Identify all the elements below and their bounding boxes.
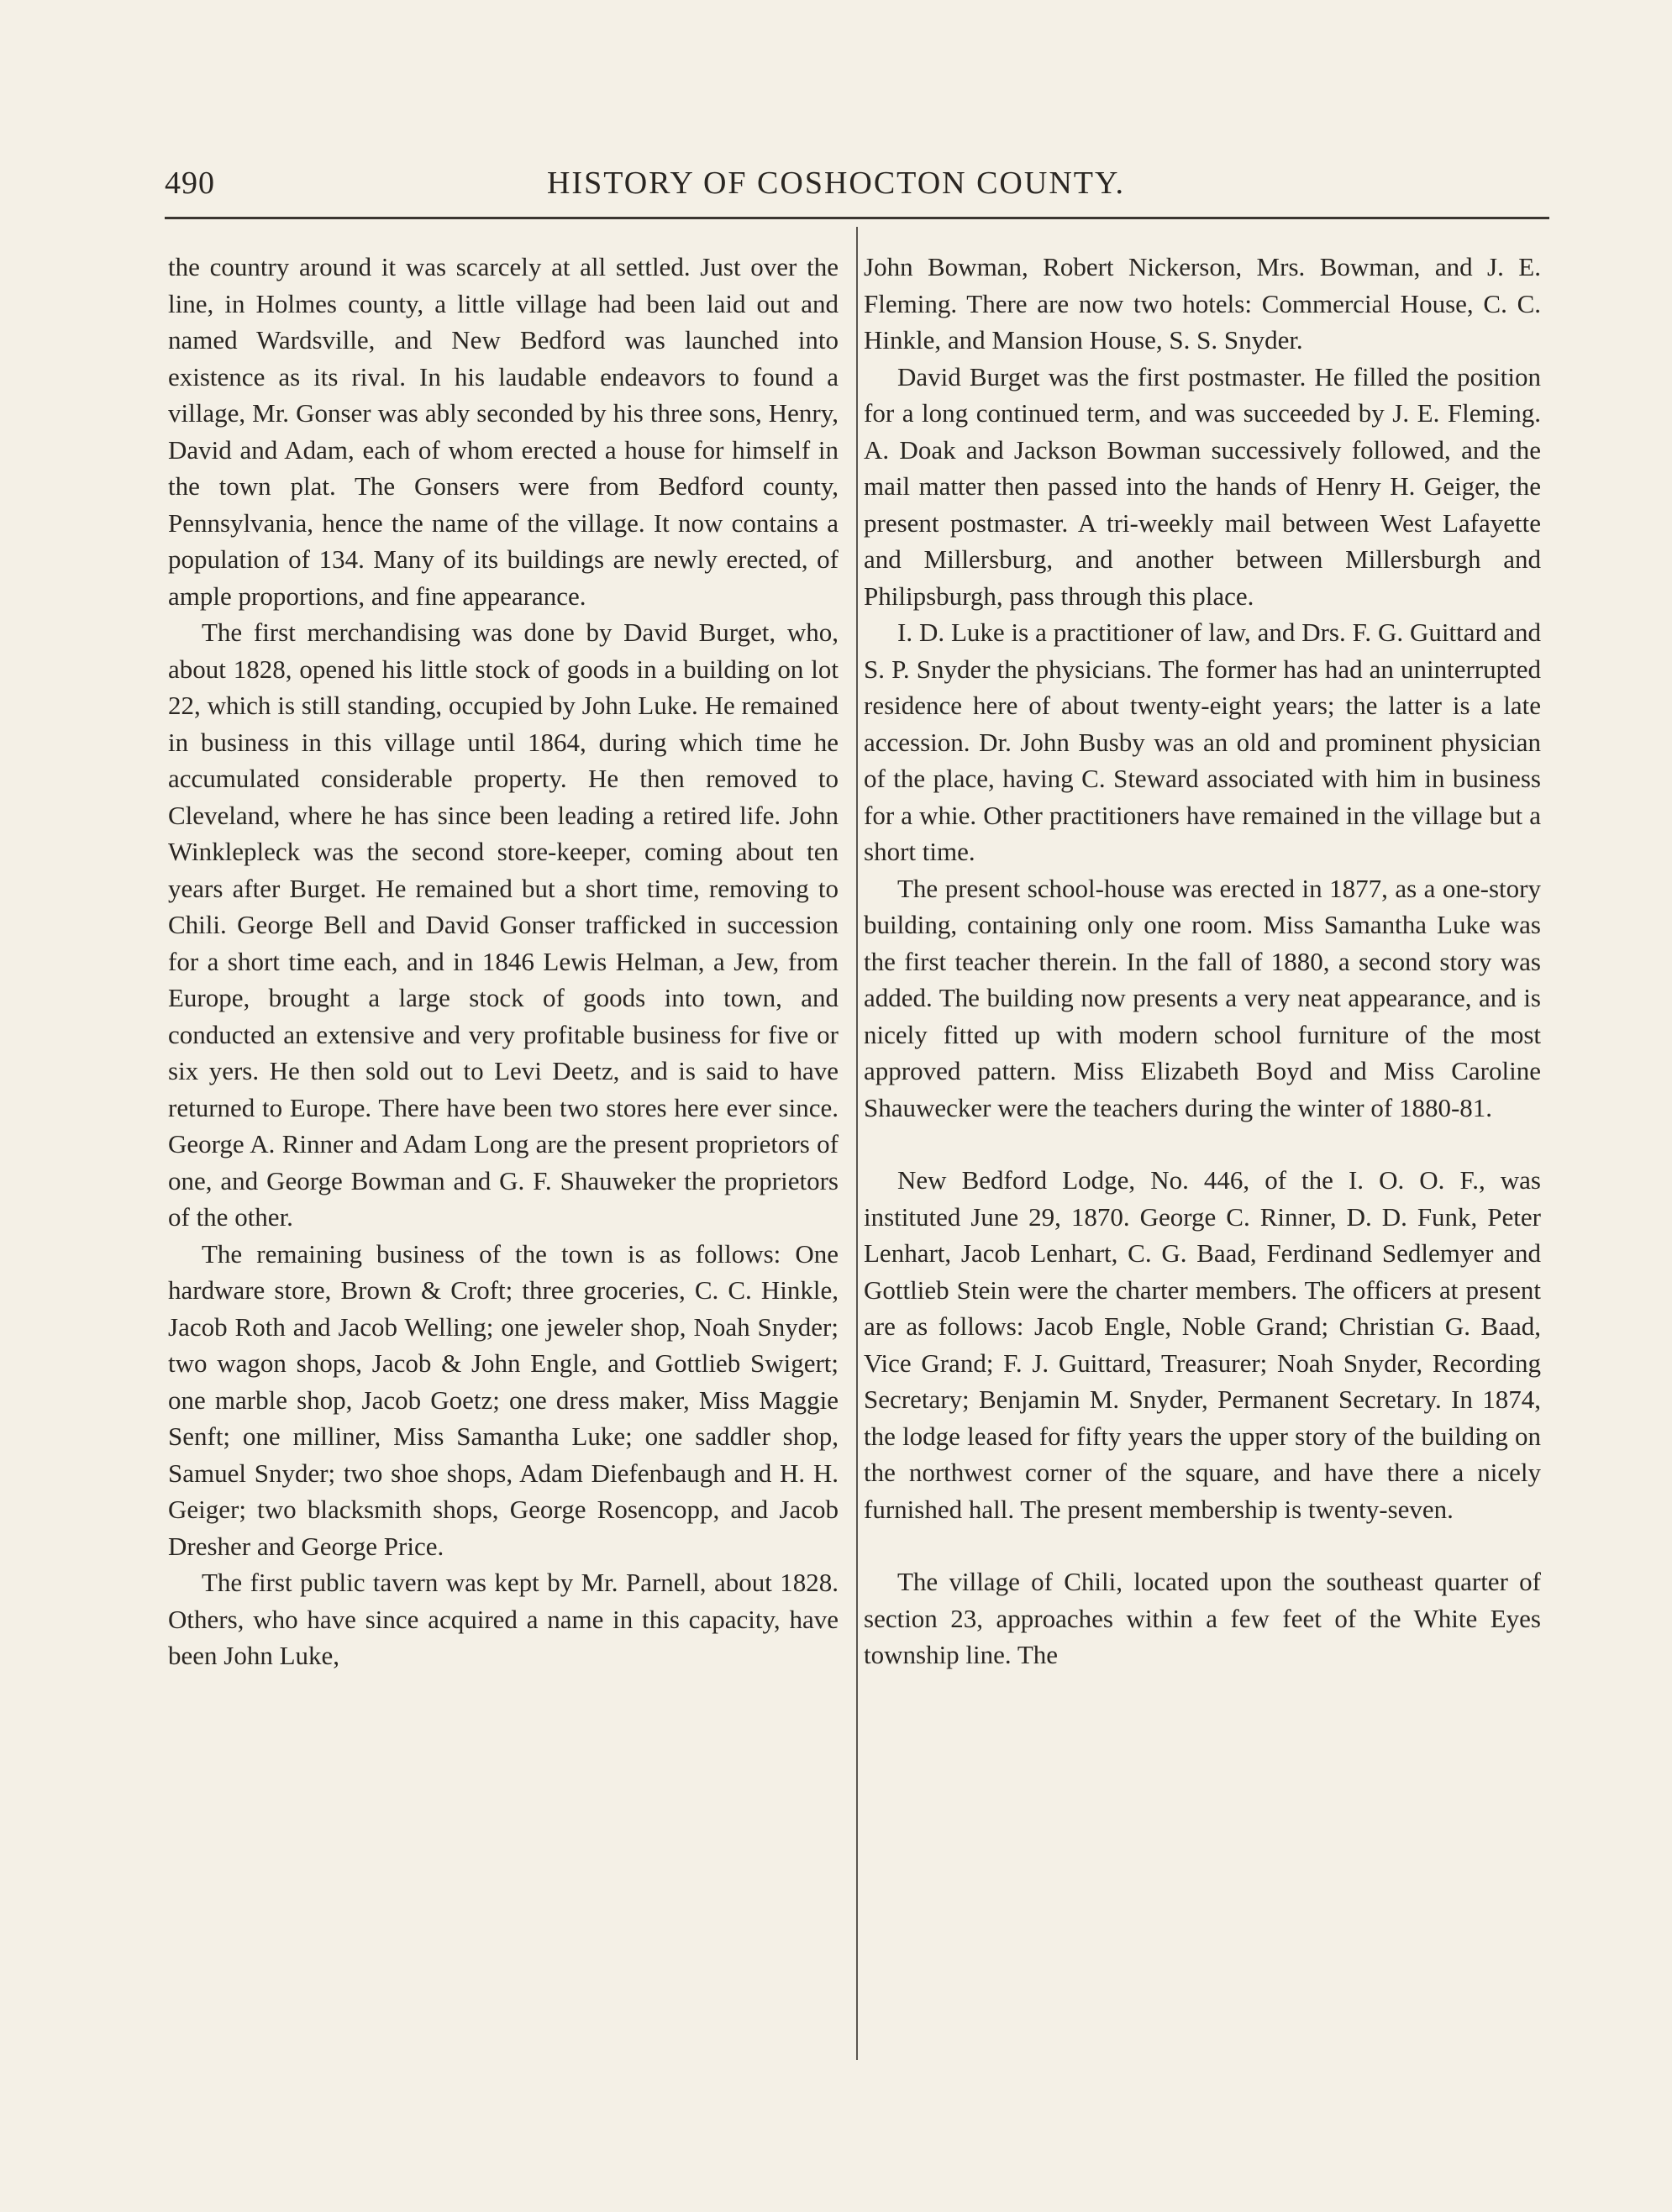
paragraph: The village of Chili, located upon the southeast quarter of section 23, approaches within a few feet of the White Eyes township line. The <box>864 1567 1541 1669</box>
page-number: 490 <box>165 166 215 201</box>
column-divider <box>856 227 858 2060</box>
paragraph: The first public tavern was kept by Mr. Parnell, about 1828. Others, who have since acquired a name in this capacity, have been John Luke, <box>168 1568 839 1670</box>
paragraph: I. D. Luke is a practitioner of law, and Drs. F. G. Guittard and S. P. Snyder the physicians. The former has had an uninterrupted residence here of about twenty-eight years; the latter is a late accession. Dr. John Busby was an old and prominent physician of the place, having C. Steward associated with him in business for a whie. Other practitioners have remained in the village but a short time. <box>864 617 1541 866</box>
paragraph: The first merchandising was done by David Burget, who, about 1828, opened his little stock of goods in a building on lot 22, which is still standing, occupied by John Luke. He remained in business in this village until 1864, during which time he accumulated considerable property. He then removed to Cleveland, where he has since been leading a retired life. John Winklepleck was the second store-keeper, coming about ten years after Burget. He remained but a short time, removing to Chili. George Bell and David Gonser trafficked in succession for a short time each, and in 1846 Lewis Helman, a Jew, from Europe, brought a large stock of goods into town, and conducted an extensive and very profitable business for five or six yers. He then sold out to Levi Deetz, and is said to have returned to Europe. There have been two stores here ever since. George A. Rinner and Adam Long are the present proprietors of one, and George Bowman and G. F. Shauweker the proprietors of the other. <box>168 617 839 1232</box>
paragraph: New Bedford Lodge, No. 446, of the I. O. O. F., was instituted June 29, 1870. George C. Rinner, D. D. Funk, Peter Lenhart, Jacob Lenhart, C. G. Baad, Ferdinand Sedlemyer and Gottlieb Stein were the charter members. The officers at present are as follows: Jacob Engle, Noble Grand; Christian G. Baad, Vice Grand; F. J. Guittard, Treasurer; Noah Snyder, Recording Secretary; Benjamin M. Snyder, Permanent Secretary. In 1874, the lodge leased for fifty years the upper story of the building on the northwest corner of the square, and have there a nicely furnished hall. The present membership is twenty-seven. <box>864 1165 1541 1524</box>
paragraph: John Bowman, Robert Nickerson, Mrs. Bowman, and J. E. Fleming. There are now two hotels: Commercial House, C. C. Hinkle, and Mansion House, S. S. Snyder. <box>864 252 1541 355</box>
left-column <box>168 249 839 1674</box>
running-title: HISTORY OF COSHOCTON COUNTY. <box>546 166 1126 201</box>
header-rule <box>165 217 1549 219</box>
right-column <box>864 249 1541 1673</box>
paragraph: The present school-house was erected in 1877, as a one-story building, containing only one room. Miss Samantha Luke was the first teacher therein. In the fall of 1880, a second story was added. The building now presents a very neat appearance, and is nicely fitted up with modern school furniture of the most approved pattern. Miss Elizabeth Boyd and Miss Caroline Shauwecker were the teachers during the winter of 1880-81. <box>864 873 1541 1122</box>
paragraph: The remaining business of the town is as follows: One hardware store, Brown & Croft; three groceries, C. C. Hinkle, Jacob Roth and Jacob Welling; one jeweler shop, Noah Snyder; two wagon shops, Jacob & John Engle, and Gottlieb Swigert; one marble shop, Jacob Goetz; one dress maker, Miss Maggie Senft; one milliner, Miss Samantha Luke; one saddler shop, Samuel Snyder; two shoe shops, Adam Diefenbaugh and H. H. Geiger; two blacksmith shops, George Rosencopp, and Jacob Dresher and George Price. <box>168 1238 839 1561</box>
paragraph: the country around it was scarcely at all settled. Just over the line, in Holmes county, a little village had been laid out and named Wardsville, and New Bedford was launched into existence as its rival. In his laudable endeavors to found a village, Mr. Gonser was ably seconded by his three sons, Henry, David and Adam, each of whom erected a house for himself in the town plat. The Gonsers were from Bedford county, Pennsylvania, hence the name of the village. It now contains a population of 134. Many of its buildings are newly erected, of ample proportions, and fine appearance. <box>168 252 839 611</box>
paragraph: David Burget was the first postmaster. He filled the position for a long continued term, and was succeeded by J. E. Fleming. A. Doak and Jackson Bowman successively followed, and the mail matter then passed into the hands of Henry H. Geiger, the present postmaster. A tri-weekly mail between West Lafayette and Millersburg, and another between Millersburgh and Philipsburgh, pass through this place. <box>864 361 1541 611</box>
